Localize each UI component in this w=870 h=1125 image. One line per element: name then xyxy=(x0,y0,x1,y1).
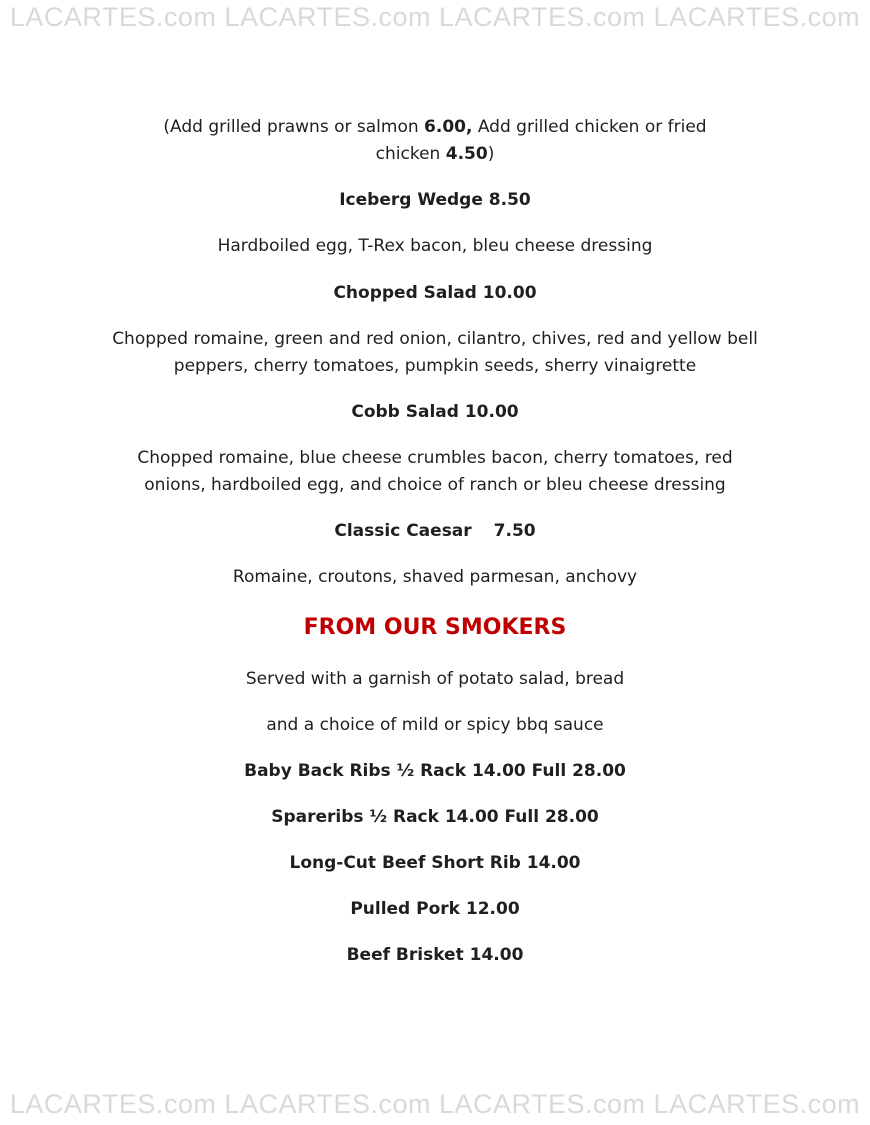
menu-item-name: Long-Cut Beef Short Rib 14.00 xyxy=(289,853,581,873)
menu-item-description: Romaine, croutons, shaved parmesan, anchovy xyxy=(232,567,638,587)
menu-item-description: Chopped romaine, green and red onion, cilantro, chives, red and yellow bell xyxy=(112,329,758,349)
menu-item-description: Hardboiled egg, T-Rex bacon, bleu cheese dressing xyxy=(217,236,653,256)
watermark-top: LACARTES.com LACARTES.com LACARTES.com LACARTES.com xyxy=(9,2,861,32)
addons-text-2: Add grilled chicken or fried xyxy=(472,117,707,137)
menu-item-name: Classic Caesar xyxy=(334,521,472,541)
menu-item-name: Pulled Pork 12.00 xyxy=(350,899,520,919)
menu-item-name-caesar xyxy=(0,518,870,544)
menu-item-description: peppers, cherry tomatoes, pumpkin seeds, sherry vinaigrette xyxy=(173,356,697,376)
menu-item-price: 7.50 xyxy=(493,521,536,541)
menu-item-name: Cobb Salad 10.00 xyxy=(351,402,519,422)
addons-text-3: chicken xyxy=(375,144,446,164)
menu-item-name: Beef Brisket 14.00 xyxy=(346,945,524,965)
addons-text-1: (Add grilled prawns or salmon xyxy=(163,117,425,137)
watermark-bottom: LACARTES.com LACARTES.com LACARTES.com LACARTES.com xyxy=(9,1089,861,1119)
section-title-smokers: FROM OUR SMOKERS xyxy=(303,615,567,640)
addons-text-4: ) xyxy=(487,144,495,164)
addons-line-2 xyxy=(0,141,870,167)
section-intro: and a choice of mild or spicy bbq sauce xyxy=(266,715,604,735)
menu-item-name: Baby Back Ribs ½ Rack 14.00 Full 28.00 xyxy=(244,761,626,781)
addons-price-chicken: 4.50 xyxy=(445,144,488,164)
section-intro: Served with a garnish of potato salad, bread xyxy=(245,669,625,689)
addons-line-1 xyxy=(0,114,870,140)
menu-item-description: onions, hardboiled egg, and choice of ranch or bleu cheese dressing xyxy=(144,475,726,495)
menu-item-name: Spareribs ½ Rack 14.00 Full 28.00 xyxy=(271,807,599,827)
menu-item-name: Chopped Salad 10.00 xyxy=(333,283,537,303)
menu-item-description: Chopped romaine, blue cheese crumbles bacon, cherry tomatoes, red xyxy=(137,448,733,468)
menu-item-name: Iceberg Wedge 8.50 xyxy=(339,190,531,210)
addons-price-seafood: 6.00, xyxy=(424,117,473,137)
